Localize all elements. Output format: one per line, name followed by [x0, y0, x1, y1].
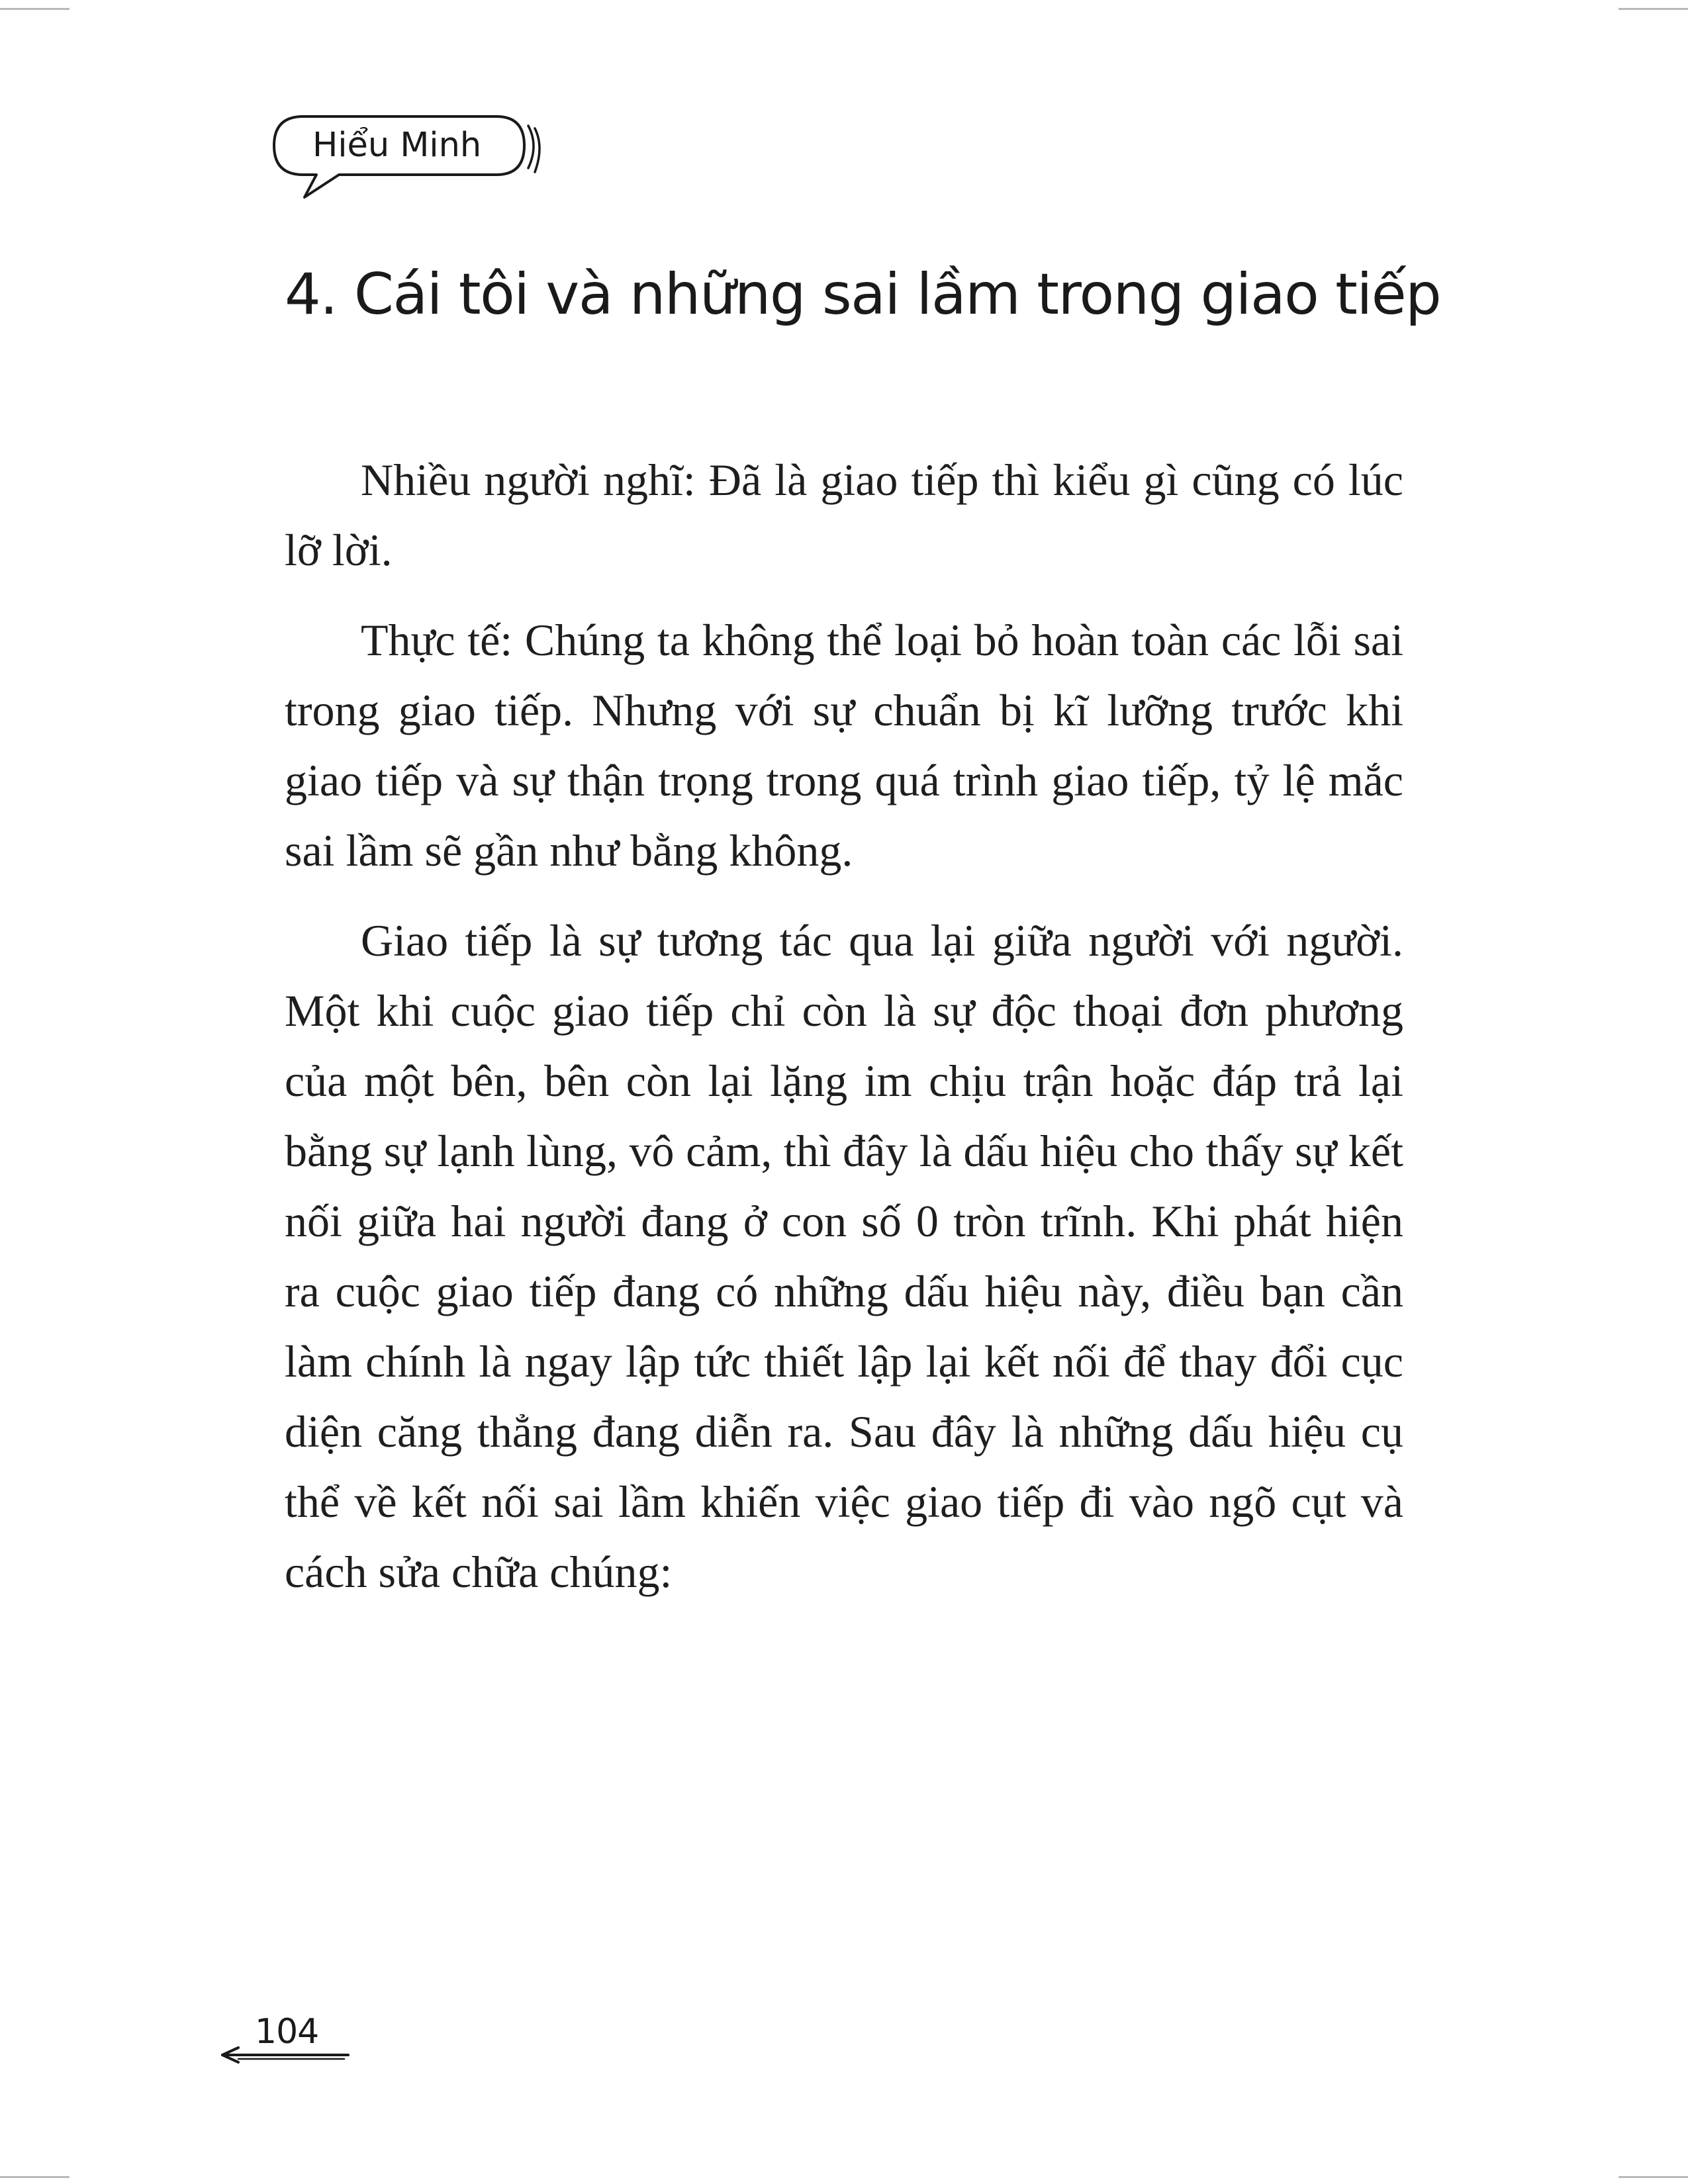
page-number: 104 — [255, 2012, 319, 2052]
chapter-title: 4. Cái tôi và những sai lầm trong giao tiếp — [285, 261, 1441, 328]
arrow-left-icon — [218, 2045, 351, 2065]
crop-mark-top-right — [1618, 8, 1688, 10]
paragraph-3: Giao tiếp là sự tương tác qua lại giữa người với người. Một khi cuộc giao tiếp chỉ còn là sự độc thoại đơn phương của một bên, bên còn lại lặng im chịu trận hoặc đáp trả lại bằng sự lạnh lùng, vô cảm, thì đây là dấu hiệu cho thấy sự kết nối giữa hai người đang ở con số 0 tròn trĩnh. Khi phát hiện ra cuộc giao tiếp đang có những dấu hiệu này, điều bạn cần làm chính là ngay lập tức thiết lập lại kết nối để thay đổi cục diện căng thẳng đang diễn ra. Sau đây là những dấu hiệu cụ thể về kết nối sai lầm khiến việc giao tiếp đi vào ngõ cụt và cách sửa chữa chúng: — [285, 915, 1403, 1597]
author-speech-bubble — [265, 111, 549, 204]
paragraph-2: Thực tế: Chúng ta không thể loại bỏ hoàn toàn các lỗi sai trong giao tiếp. Nhưng với sự chuẩn bị kĩ lưỡng trước khi giao tiếp và sự thận trọng trong quá trình giao tiếp, tỷ lệ mắc sai lầm sẽ gần như bằng không. — [285, 615, 1403, 876]
chapter-body — [285, 445, 1403, 1627]
crop-mark-top-left — [0, 8, 70, 10]
crop-mark-bottom-left — [0, 2176, 70, 2178]
author-name: Hiểu Minh — [312, 126, 482, 165]
paragraph-1: Nhiều người nghĩ: Đã là giao tiếp thì kiểu gì cũng có lúc lỡ lời. — [285, 455, 1403, 575]
crop-mark-bottom-right — [1618, 2176, 1688, 2178]
